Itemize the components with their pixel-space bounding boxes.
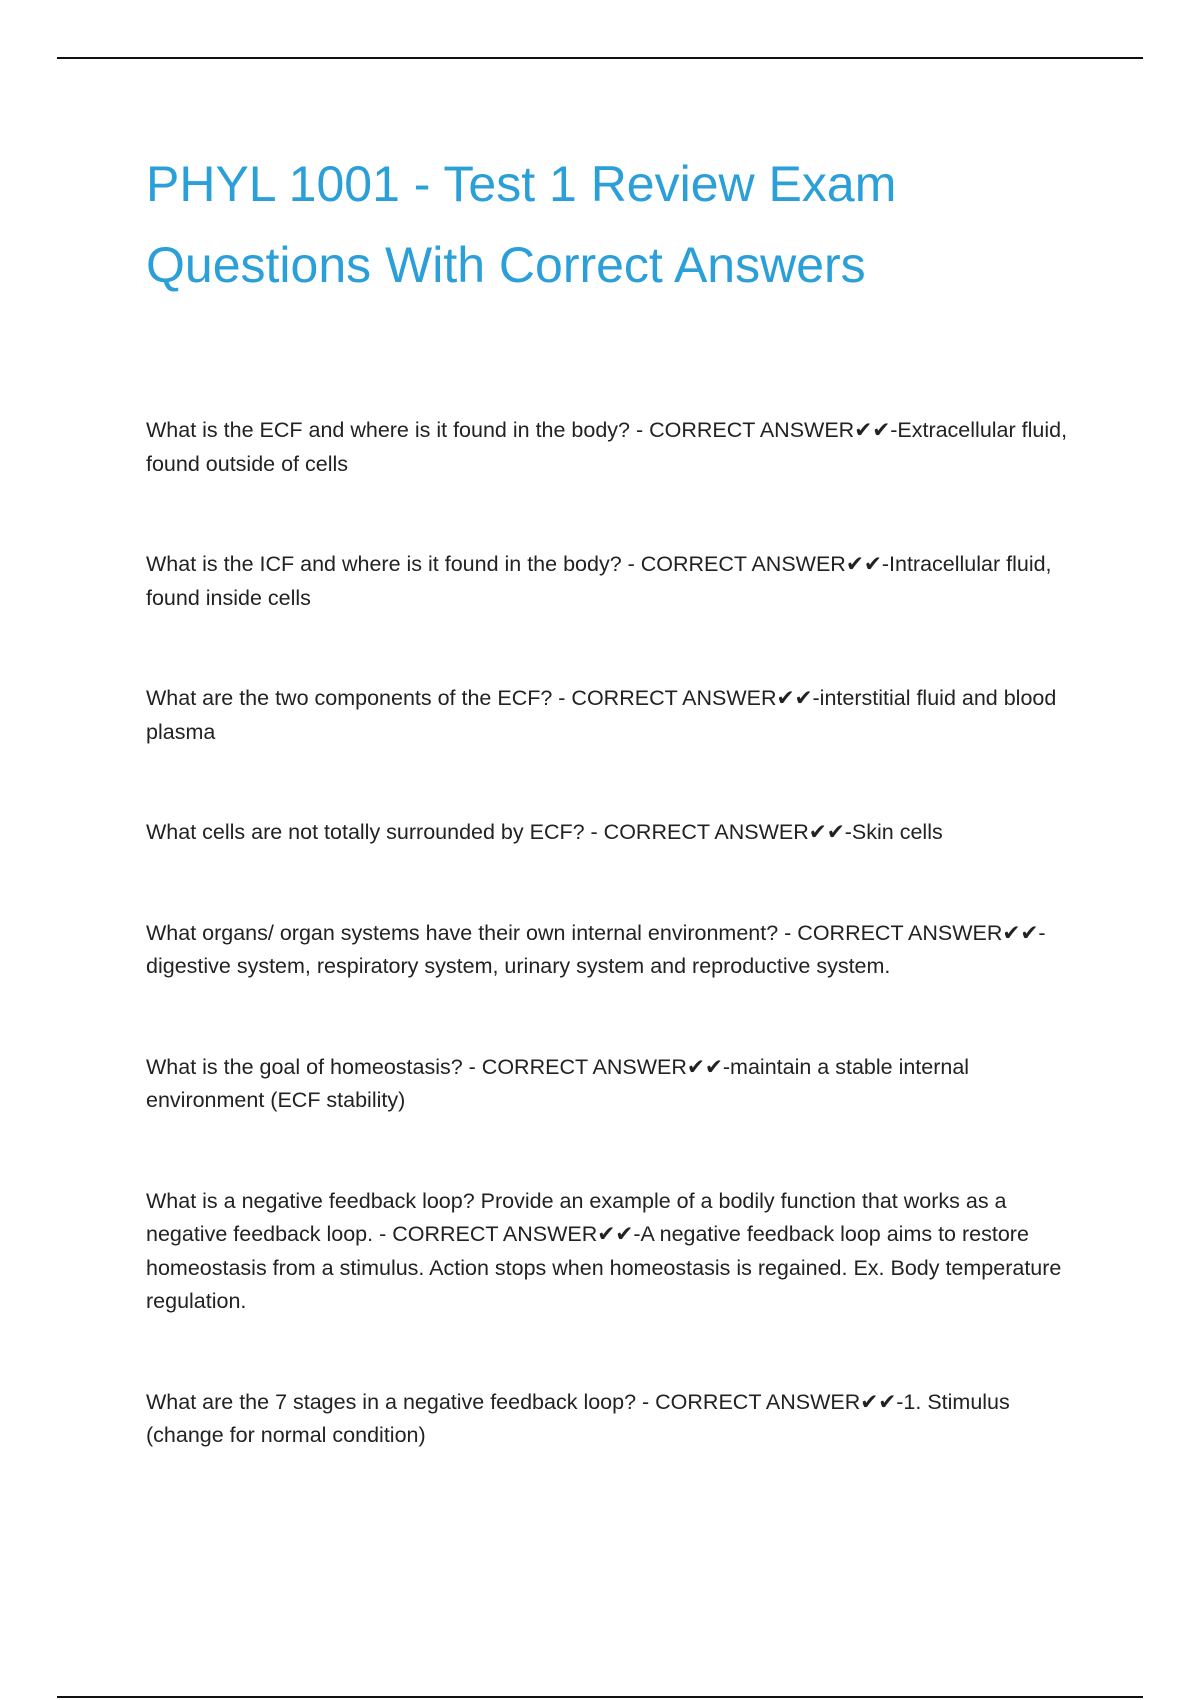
page-title: PHYL 1001 - Test 1 Review Exam Questions With Correct Answers [146, 156, 897, 293]
top-rule [57, 57, 1143, 59]
qa-item-4: What cells are not totally surrounded by ECF? - CORRECT ANSWER✔✔-Skin cells [146, 820, 943, 844]
qa-item-8: What are the 7 stages in a negative feedback loop? - CORRECT ANSWER✔✔-1. Stimulus (change for normal condition) [146, 1389, 1010, 1447]
qa-item-7: What is a negative feedback loop? Provide an example of a bodily function that works as a negative feedback loop. - CORRECT ANSWER✔✔-A negative feedback loop aims to restore homeostasis from a stimulus. Action stops when homeostasis is regained. Ex. Body temperature regulation. [146, 1188, 1062, 1313]
bottom-rule [57, 1696, 1143, 1698]
qa-item-6: What is the goal of homeostasis? - CORRECT ANSWER✔✔-maintain a stable internal environment (ECF stability) [146, 1054, 970, 1112]
qa-item-1: What is the ECF and where is it found in the body? - CORRECT ANSWER✔✔-Extracellular fluid, found outside of cells [146, 418, 1068, 476]
qa-item-2: What is the ICF and where is it found in the body? - CORRECT ANSWER✔✔-Intracellular fluid, found inside cells [146, 552, 1052, 610]
qa-item-5: What organs/ organ systems have their own internal environment? - CORRECT ANSWER✔✔-digestive system, respiratory system, urinary system and reproductive system. [146, 920, 1046, 978]
qa-item-3: What are the two components of the ECF? - CORRECT ANSWER✔✔-interstitial fluid and blood plasma [146, 686, 1057, 744]
qa-list [146, 414, 1091, 1453]
